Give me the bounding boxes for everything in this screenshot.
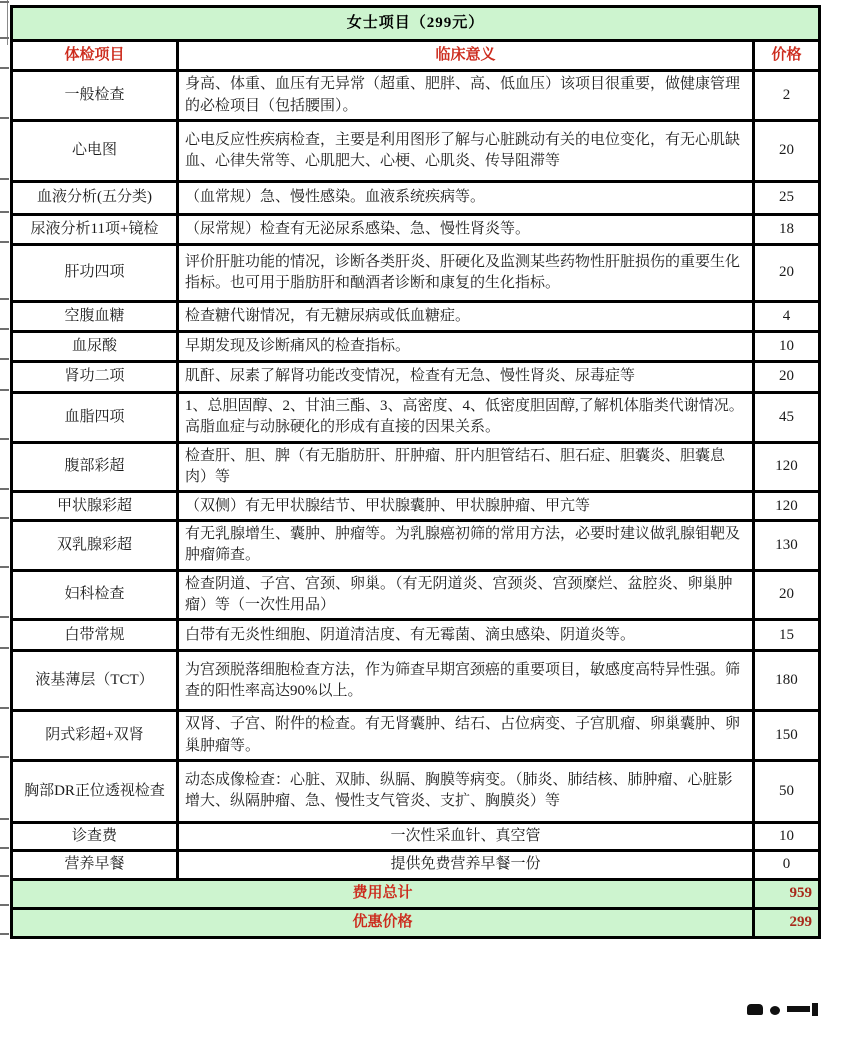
gutter-line: [0, 241, 9, 243]
gutter-line: [0, 211, 9, 213]
item-name-cell: 血液分析(五分类): [12, 182, 178, 215]
gutter-line: [0, 1, 9, 3]
table-row: [12, 182, 820, 215]
table-row: [12, 362, 820, 393]
discount-row: [12, 908, 820, 937]
gutter-line: [0, 117, 9, 119]
gutter-line: [0, 566, 9, 568]
clinical-meaning-cell: 检查阴道、子宫、宫颈、卵巢。（有无阴道炎、宫颈炎、宫颈糜烂、盆腔炎、卵巢肿瘤）等（一次性用品）: [178, 570, 754, 620]
table-row: [12, 215, 820, 245]
clinical-meaning-cell: 为宫颈脱落细胞检查方法，作为筛查早期宫颈癌的重要项目，敏感度高特异性强。筛查的阳性率高达90%以上。: [178, 651, 754, 711]
clinical-meaning-cell: 评价肝脏功能的情况，诊断各类肝炎、肝硬化及监测某些药物性肝脏损伤的重要生化指标。也可用于脂肪肝和酗酒者诊断和康复的生化指标。: [178, 245, 754, 302]
item-name-cell: 双乳腺彩超: [12, 521, 178, 571]
gutter-line: [0, 847, 9, 849]
price-cell: 120: [754, 492, 820, 521]
item-name-cell: 心电图: [12, 121, 178, 182]
clinical-meaning-cell: 心电反应性疾病检查，主要是利用图形了解与心脏跳动有关的电位变化，有无心肌缺血、心律失常等、心肌肥大、心梗、心肌炎、传导阻滞等: [178, 121, 754, 182]
table-row: [12, 71, 820, 121]
table-row: [12, 442, 820, 492]
table-row: [12, 851, 820, 879]
price-cell: 20: [754, 362, 820, 393]
cutoff-mark: [747, 1004, 763, 1015]
checkup-price-table: [10, 5, 821, 939]
gutter-line: [0, 818, 9, 820]
left-gutter: [0, 0, 10, 1020]
price-cell: 2: [754, 71, 820, 121]
item-name-cell: 阴式彩超+双肾: [12, 711, 178, 761]
price-cell: 120: [754, 442, 820, 492]
gutter-line: [0, 358, 9, 360]
price-cell: 10: [754, 822, 820, 850]
item-name-cell: 肝功四项: [12, 245, 178, 302]
gutter-line: [0, 298, 9, 300]
item-name-cell: 肾功二项: [12, 362, 178, 393]
table-row: [12, 245, 820, 302]
gutter-line: [0, 328, 9, 330]
gutter-line: [0, 488, 9, 490]
item-name-cell: 尿液分析11项+镜检: [12, 215, 178, 245]
price-cell: 18: [754, 215, 820, 245]
price-cell: 0: [754, 851, 820, 879]
title-row: [12, 7, 820, 41]
col-header-item: 体检项目: [12, 41, 178, 71]
clinical-meaning-cell: （尿常规）检查有无泌尿系感染、急、慢性肾炎等。: [178, 215, 754, 245]
item-name-cell: 诊查费: [12, 822, 178, 850]
price-cell: 4: [754, 302, 820, 332]
total-price: 959: [754, 879, 820, 908]
price-cell: 180: [754, 651, 820, 711]
gutter-line: [0, 37, 9, 39]
cutoff-mark: [770, 1006, 780, 1015]
item-name-cell: 甲状腺彩超: [12, 492, 178, 521]
table-row: [12, 822, 820, 850]
column-header-row: [12, 41, 820, 71]
price-cell: 20: [754, 245, 820, 302]
item-name-cell: 空腹血糖: [12, 302, 178, 332]
item-name-cell: 妇科检查: [12, 570, 178, 620]
clinical-meaning-cell: 身高、体重、血压有无异常（超重、肥胖、高、低血压）该项目很重要，做健康管理的必检项目（包括腰围）。: [178, 71, 754, 121]
total-row: [12, 879, 820, 908]
item-name-cell: 营养早餐: [12, 851, 178, 879]
gutter-line: [0, 616, 9, 618]
clinical-meaning-cell: 肌酐、尿素了解肾功能改变情况，检查有无急、慢性肾炎、尿毒症等: [178, 362, 754, 393]
table-row: [12, 332, 820, 362]
price-cell: 45: [754, 393, 820, 443]
table-row: [12, 620, 820, 651]
gutter-line: [0, 875, 9, 877]
discount-label: 优惠价格: [12, 908, 754, 937]
price-cell: 150: [754, 711, 820, 761]
item-name-cell: 血脂四项: [12, 393, 178, 443]
item-name-cell: 胸部DR正位透视检查: [12, 760, 178, 822]
cutoff-mark: [812, 1003, 818, 1016]
table-row: [12, 760, 820, 822]
table-row: [12, 711, 820, 761]
gutter-line: [0, 67, 9, 69]
clinical-meaning-cell: （双侧）有无甲状腺结节、甲状腺囊肿、甲状腺肿瘤、甲亢等: [178, 492, 754, 521]
gutter-line: [0, 389, 9, 391]
clinical-meaning-cell: 有无乳腺增生、囊肿、肿瘤等。为乳腺癌初筛的常用方法，必要时建议做乳腺钼靶及肿瘤筛查。: [178, 521, 754, 571]
clinical-meaning-cell: 检查糖代谢情况，有无糖尿病或低血糖症。: [178, 302, 754, 332]
table-row: [12, 393, 820, 443]
gutter-line: [0, 904, 9, 906]
gutter-line: [0, 756, 9, 758]
gutter-line: [0, 933, 9, 935]
item-name-cell: 血尿酸: [12, 332, 178, 362]
table-title: 女士项目（299元）: [12, 7, 820, 41]
gutter-line: [0, 707, 9, 709]
price-cell: 50: [754, 760, 820, 822]
clinical-meaning-cell: 检查肝、胆、脾（有无脂肪肝、肝肿瘤、肝内胆管结石、胆石症、胆囊炎、胆囊息肉）等: [178, 442, 754, 492]
clinical-meaning-cell: （血常规）急、慢性感染。血液系统疾病等。: [178, 182, 754, 215]
gutter-line: [0, 517, 9, 519]
table-row: [12, 521, 820, 571]
clinical-meaning-cell: 动态成像检查：心脏、双肺、纵膈、胸膜等病变。（肺炎、肺结核、肺肿瘤、心脏影增大、纵隔肿瘤、急、慢性支气管炎、支扩、胸膜炎）等: [178, 760, 754, 822]
item-name-cell: 液基薄层（TCT）: [12, 651, 178, 711]
clinical-meaning-cell: 早期发现及诊断痛风的检查指标。: [178, 332, 754, 362]
discount-price: 299: [754, 908, 820, 937]
col-header-meaning: 临床意义: [178, 41, 754, 71]
table-row: [12, 651, 820, 711]
gutter-line: [0, 647, 9, 649]
col-header-price: 价格: [754, 41, 820, 71]
price-cell: 20: [754, 570, 820, 620]
cutoff-mark: [787, 1006, 810, 1012]
clinical-meaning-cell: 一次性采血针、真空管: [178, 822, 754, 850]
table-row: [12, 492, 820, 521]
item-name-cell: 一般检查: [12, 71, 178, 121]
price-cell: 15: [754, 620, 820, 651]
table-row: [12, 121, 820, 182]
total-label: 费用总计: [12, 879, 754, 908]
clinical-meaning-cell: 双肾、子宫、附件的检查。有无肾囊肿、结石、占位病变、子宫肌瘤、卵巢囊肿、卵巢肿瘤等。: [178, 711, 754, 761]
item-name-cell: 腹部彩超: [12, 442, 178, 492]
table-row: [12, 570, 820, 620]
price-cell: 20: [754, 121, 820, 182]
clinical-meaning-cell: 白带有无炎性细胞、阴道清洁度、有无霉菌、滴虫感染、阴道炎等。: [178, 620, 754, 651]
item-name-cell: 白带常规: [12, 620, 178, 651]
gutter-line: [0, 178, 9, 180]
clinical-meaning-cell: 提供免费营养早餐一份: [178, 851, 754, 879]
price-cell: 25: [754, 182, 820, 215]
table-row: [12, 302, 820, 332]
gutter-line: [0, 438, 9, 440]
price-cell: 130: [754, 521, 820, 571]
clinical-meaning-cell: 1、总胆固醇、2、甘油三酯、3、高密度、4、低密度胆固醇,了解机体脂类代谢情况。高脂血症与动脉硬化的形成有直接的因果关系。: [178, 393, 754, 443]
price-cell: 10: [754, 332, 820, 362]
